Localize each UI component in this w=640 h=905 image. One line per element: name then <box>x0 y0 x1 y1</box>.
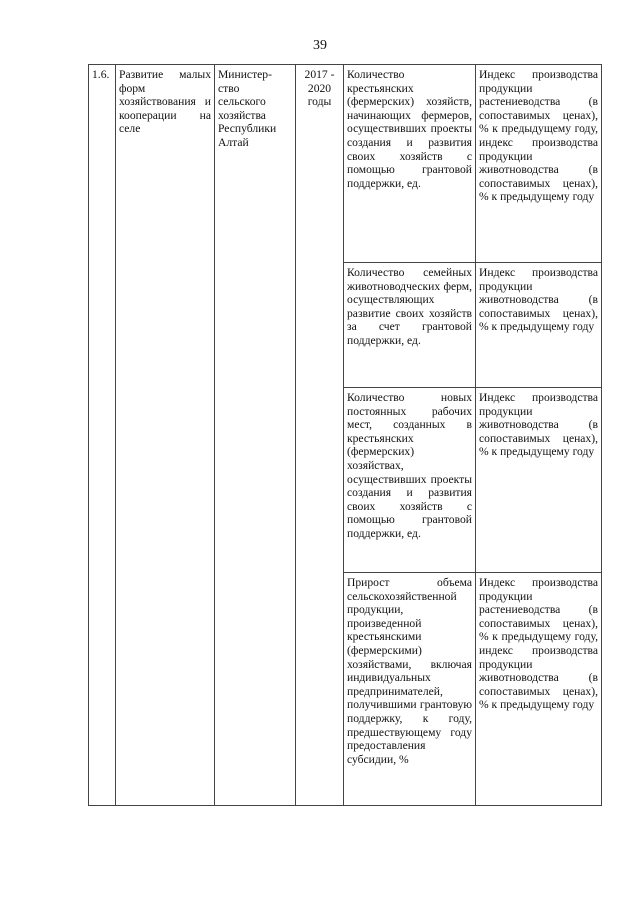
event-name: Развитие малых форм хозяйствования и кооперации на селе <box>119 68 211 136</box>
target-cell <box>476 65 602 263</box>
executor-cell <box>215 65 296 806</box>
target-cell <box>476 263 602 388</box>
program-table <box>88 64 602 806</box>
indicator-text: Количество новых постоянных рабочих мест, созданных в крестьянских (фермерских) хозяйствах, осуществивших проекты создания и развития своих хозяйств с помощью грантовой поддержки, ед. <box>347 391 472 540</box>
indicator-text: Прирост объема сельскохозяйственной продукции, произведенной крестьянскими (фермерскими) хозяйствами, включая индивидуальных предпринимателей, получившими грантовую поддержку, к году, предшествующему году предоставления субсидии, % <box>347 576 472 766</box>
item-number-cell <box>89 65 116 806</box>
period-cell <box>296 65 344 806</box>
period-text: 2017 - 2020 годы <box>304 68 335 109</box>
executor-name: Министер- ство сельского хозяйства Республики Алтай <box>218 68 277 149</box>
target-text: Индекс производства продукции животноводства (в сопоставимых ценах), % к предыдущему году <box>479 266 598 334</box>
table-row <box>89 65 602 263</box>
page-number: 39 <box>313 38 327 53</box>
indicator-cell <box>344 263 476 388</box>
indicator-text: Количество семейных животноводческих ферм, осуществляющих развитие своих хозяйств за счет грантовой поддержки, ед. <box>347 266 472 347</box>
indicator-cell <box>344 388 476 573</box>
indicator-text: Количество крестьянских (фермерских) хозяйств, начинающих фермеров, осуществивших проекты создания и развития своих хозяйств с помощью грантовой поддержки, ед. <box>347 68 472 190</box>
indicator-cell <box>344 65 476 263</box>
target-cell <box>476 573 602 806</box>
target-text: Индекс производства продукции растениеводства (в сопоставимых ценах), % к предыдущему году, индекс производства продукции животноводства (в сопоставимых ценах), % к предыдущему году <box>479 576 598 712</box>
item-number: 1.6. <box>92 68 110 81</box>
event-cell <box>116 65 215 806</box>
target-cell <box>476 388 602 573</box>
target-text: Индекс производства продукции растениеводства (в сопоставимых ценах), % к предыдущему году, индекс производства продукции животноводства (в сопоставимых ценах), % к предыдущему году <box>479 68 598 204</box>
indicator-cell <box>344 573 476 806</box>
target-text: Индекс производства продукции животноводства (в сопоставимых ценах), % к предыдущему году <box>479 391 598 459</box>
